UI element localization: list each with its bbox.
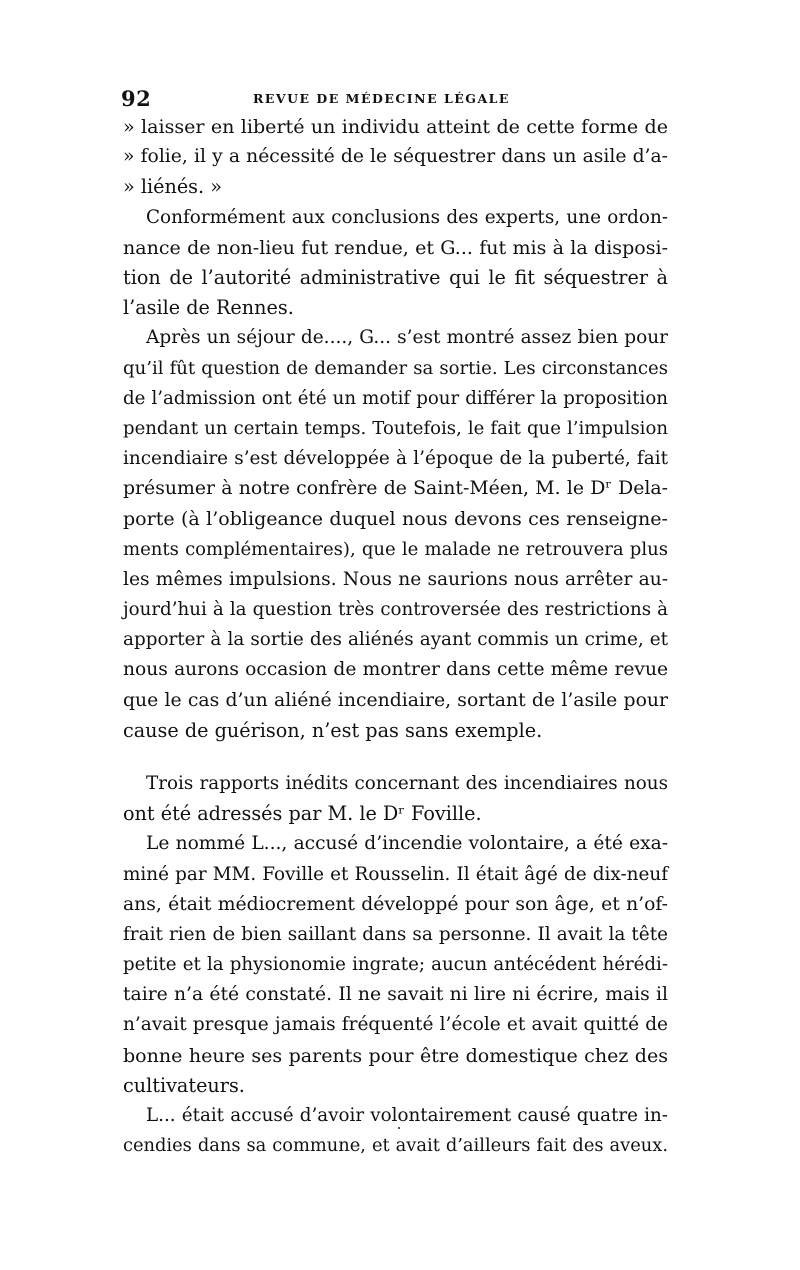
paragraph-quote-end — [123, 112, 668, 203]
text-line: » laisser en liberté un individu atteint de cette forme de — [123, 116, 668, 138]
text-line: Conformément aux conclusions des experts, une ordon- — [146, 206, 668, 228]
running-head: REVUE DE MÉDECINE LÉGALE — [253, 91, 510, 106]
text-line: miné par MM. Foville et Rousselin. Il était âgé de dix-neuf — [123, 863, 668, 885]
text-line: L... était accusé d’avoir volontairement causé quatre in- — [146, 1105, 668, 1126]
text-line: Le nommé L..., accusé d’incendie volontaire, a été exa- — [146, 833, 668, 855]
text-line: » folie, il y a nécessité de le séquestrer dans un asile d’a- — [123, 146, 668, 168]
text-line: bonne heure ses parents pour être domestique chez des — [123, 1044, 668, 1067]
text-line: Après un séjour de...., G... s’est montré assez bien pour — [146, 327, 668, 349]
text-line: ments complémentaires), que le malade ne retrouvera plus — [123, 538, 668, 560]
text-line: porte (à l’obligeance duquel nous devons ces renseigne- — [123, 508, 668, 531]
text-line: nous aurons occasion de montrer dans cette même revue — [123, 659, 668, 681]
text-line: cendies dans sa commune, et avait d’ailleurs fait des aveux. — [123, 1135, 668, 1157]
text-line: de l’admission ont été un motif pour différer la proposition — [123, 387, 668, 409]
text-line: nance de non-lieu fut rendue, et G... fut mis à la disposi- — [123, 236, 668, 259]
text-line: que le cas d’un aliéné incendiaire, sortant de l’asile pour — [123, 689, 668, 711]
text-line: pendant un certain temps. Toutefois, le fait que l’impulsion — [123, 417, 668, 439]
text-line: frait rien de bien saillant dans sa personne. Il avait la tête — [123, 923, 668, 945]
text-line: ont été adressés par M. le Dʳ Foville. — [123, 802, 482, 826]
paragraph-trois-rapports — [123, 769, 668, 829]
paragraph-apres-sejour — [123, 323, 668, 746]
text-line: ans, était médiocrement développé pour son âge, et n’of- — [123, 893, 668, 915]
text-line: qu’il fût question de demander sa sortie. Les circonstances — [123, 357, 668, 379]
text-line: présumer à notre confrère de Saint-Méen, M. le Dʳ Dela- — [123, 478, 668, 500]
text-line: l’asile de Rennes. — [123, 296, 294, 320]
paragraph-l-accuse — [123, 1101, 668, 1161]
text-line: taire n’a été constaté. Il ne savait ni lire ni écrire, mais il — [123, 984, 668, 1006]
paragraph-le-nomme — [123, 829, 668, 1101]
text-line: apporter à la sortie des aliénés ayant commis un crime, et — [123, 629, 668, 651]
text-line: les mêmes impulsions. Nous ne saurions nous arrêter au- — [123, 568, 668, 590]
text-line: incendiaire s’est développée à l’époque de la puberté, fait — [123, 448, 668, 470]
page-header — [123, 84, 668, 110]
print-speck — [398, 1127, 400, 1129]
text-line: cause de guérison, n’est pas sans exemple. — [123, 718, 543, 742]
text-line: Trois rapports inédits concernant des incendiaires nous — [146, 772, 668, 794]
text-line: petite et la physionomie ingrate; aucun antécédent hérédi- — [123, 954, 668, 976]
text-line: » liénés. » — [123, 175, 222, 199]
book-page — [123, 84, 668, 1161]
paragraph-conformement — [123, 203, 668, 324]
text-line: n’avait presque jamais fréquenté l’école et avait quitté de — [123, 1014, 668, 1036]
page-number: 92 — [121, 86, 152, 111]
text-line: jourd’hui à la question très controversée des restrictions à — [123, 599, 668, 620]
section-break — [123, 746, 668, 769]
text-line: cultivateurs. — [123, 1073, 245, 1097]
text-line: tion de l’autorité administrative qui le fit séquestrer à — [123, 265, 668, 289]
